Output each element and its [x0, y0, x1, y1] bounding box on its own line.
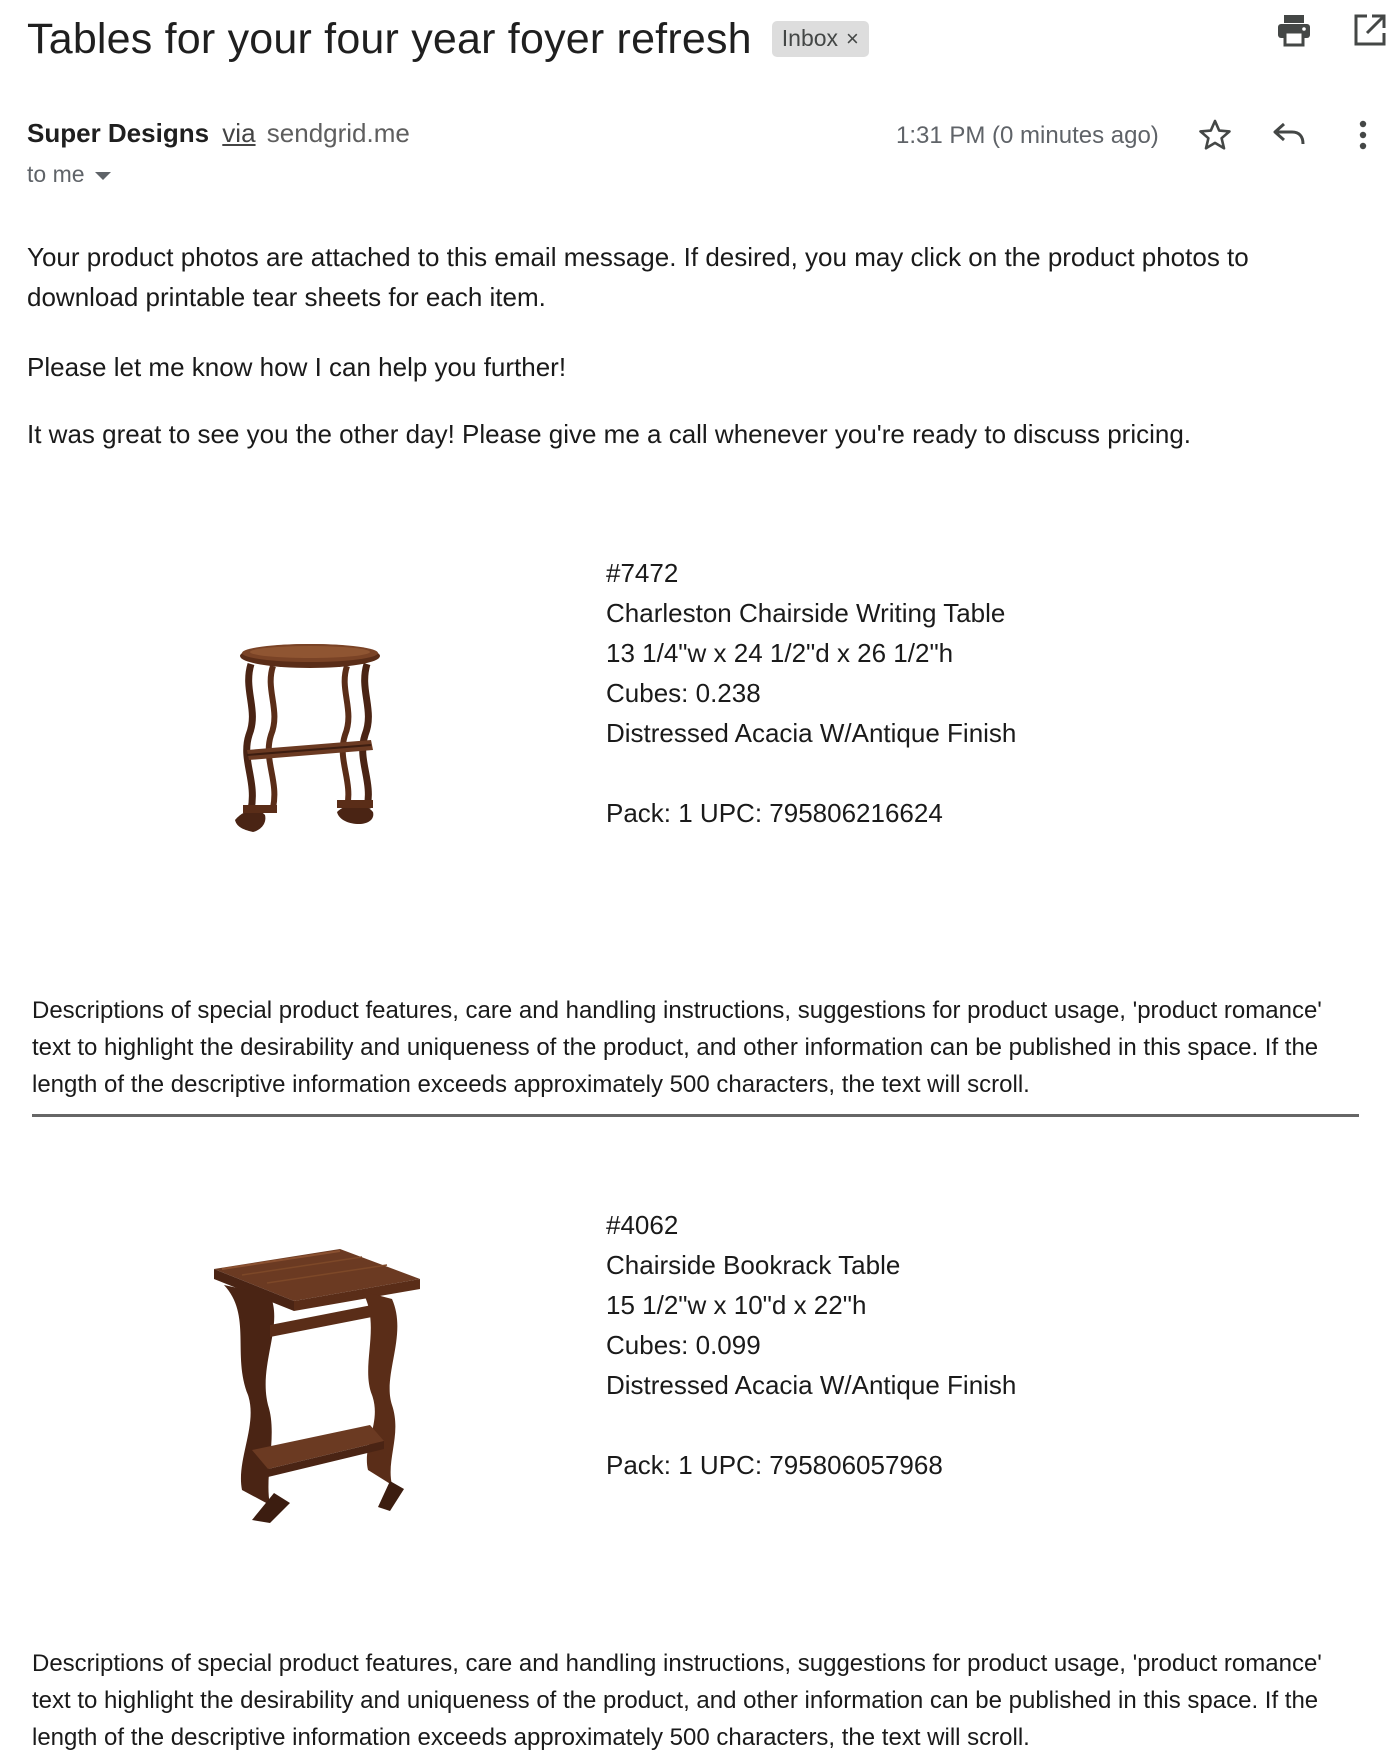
body-paragraph: Your product photos are attached to this email message. If desired, you may click on the product photos to download printable tear sheets for each item. — [27, 242, 1249, 312]
product-number: #4062 — [606, 1210, 679, 1240]
star-icon[interactable] — [1195, 115, 1235, 155]
product-number: #7472 — [606, 558, 679, 588]
reply-icon[interactable] — [1269, 115, 1309, 155]
product-cubes: Cubes: 0.099 — [606, 1330, 761, 1360]
product-dimensions: 13 1/4"w x 24 1/2"d x 26 1/2"h — [606, 638, 954, 668]
show-details-chevron-icon[interactable] — [95, 172, 111, 180]
product-details — [606, 1205, 1016, 1485]
product-divider — [32, 1114, 1359, 1117]
product-cubes: Cubes: 0.238 — [606, 678, 761, 708]
subject-row — [27, 10, 1376, 68]
remove-label-icon[interactable]: × — [846, 25, 859, 51]
body-paragraph: It was great to see you the other day! Please give me a call whenever you're ready to discuss pricing. — [27, 419, 1192, 449]
product-finish: Distressed Acacia W/Antique Finish — [606, 718, 1017, 748]
product-photo-writing-table[interactable] — [225, 640, 395, 845]
product-name: Chairside Bookrack Table — [606, 1250, 901, 1280]
print-icon[interactable] — [1274, 10, 1314, 50]
sender-name[interactable]: Super Designs — [27, 118, 210, 148]
message-timestamp: 1:31 PM (0 minutes ago) — [896, 122, 1159, 149]
email-subject: Tables for your four year foyer refresh — [27, 14, 752, 63]
product-dimensions: 15 1/2"w x 10"d x 22"h — [606, 1290, 867, 1320]
body-paragraph: Please let me know how I can help you further! — [27, 352, 567, 382]
thread-toolbar — [1274, 10, 1390, 50]
product-photo-bookrack-table[interactable] — [212, 1245, 422, 1530]
open-in-new-window-icon[interactable] — [1350, 10, 1390, 50]
via-link[interactable]: via — [222, 118, 256, 148]
recipient-text: to me — [27, 161, 85, 187]
product-description: Descriptions of special product features, care and handling instructions, suggestions for product usage, 'product romance' text to highlight the desirability and uniqueness of the product, and other information can be published in this space. If the length of the descriptive information exceeds approximately 500 characters, the text will scroll. — [32, 997, 1322, 1098]
inbox-label-text: Inbox — [781, 25, 839, 51]
sender-domain: sendgrid.me — [266, 118, 410, 148]
product-details — [606, 553, 1016, 833]
product-pack-upc: Pack: 1 UPC: 795806057968 — [606, 1450, 943, 1480]
inbox-label-chip[interactable] — [772, 21, 869, 57]
recipient-line — [27, 161, 111, 188]
product-description: Descriptions of special product features, care and handling instructions, suggestions for product usage, 'product romance' text to highlight the desirability and uniqueness of the product, and other information can be published in this space. If the length of the descriptive information exceeds approximately 500 characters, the text will scroll. — [32, 1650, 1322, 1751]
product-finish: Distressed Acacia W/Antique Finish — [606, 1370, 1017, 1400]
product-name: Charleston Chairside Writing Table — [606, 598, 1006, 628]
message-actions — [1195, 115, 1383, 155]
more-vert-icon[interactable] — [1343, 115, 1383, 155]
product-pack-upc: Pack: 1 UPC: 795806216624 — [606, 798, 943, 828]
sender-line — [27, 118, 410, 149]
